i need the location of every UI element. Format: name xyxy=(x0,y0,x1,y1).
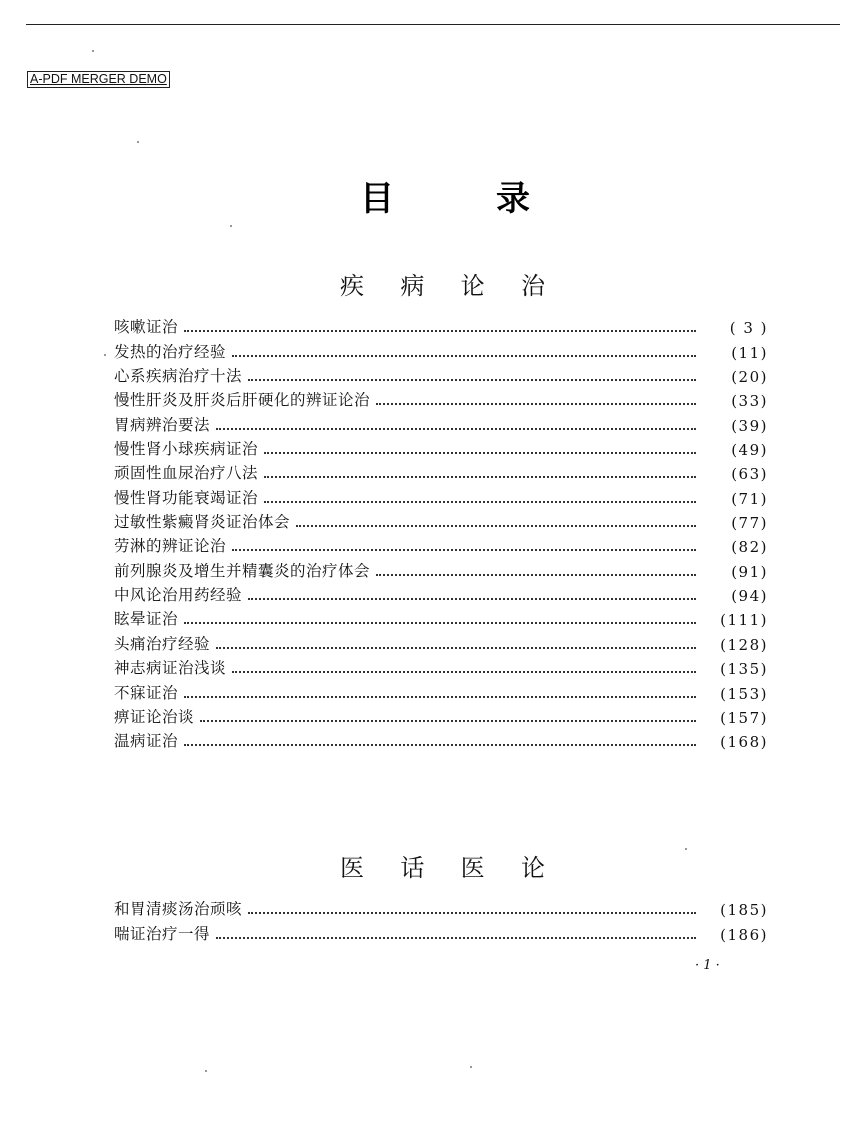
toc-entry[interactable] xyxy=(114,386,768,410)
scan-speck xyxy=(92,50,94,52)
toc-entry[interactable] xyxy=(114,654,768,678)
toc-entry-title: 慢性肝炎及肝炎后肝硬化的辨证论治 xyxy=(114,391,371,410)
section-heading-char: 论 xyxy=(460,271,485,300)
toc-entry-page: ( 3 ) xyxy=(729,319,768,338)
scan-speck xyxy=(137,141,139,143)
toc-entry[interactable] xyxy=(114,435,768,459)
toc-entry-page: (168) xyxy=(720,733,768,752)
dot-leader xyxy=(216,427,696,430)
dot-leader xyxy=(184,621,696,624)
toc-entry-title: 慢性肾功能衰竭证治 xyxy=(114,488,259,507)
toc-entry-title: 心系疾病治疗十法 xyxy=(114,367,243,386)
toc-entry-title: 前列腺炎及增生并精囊炎的治疗体会 xyxy=(114,561,371,580)
title-char: 录 xyxy=(496,178,530,219)
dot-leader xyxy=(232,670,696,673)
section-heading-char: 论 xyxy=(520,853,545,882)
section-heading-char: 病 xyxy=(400,271,425,300)
dot-leader xyxy=(232,548,696,551)
toc-entry-title: 中风论治用药经验 xyxy=(114,586,243,605)
toc-entry[interactable] xyxy=(114,532,768,556)
toc-entry-page: (135) xyxy=(720,660,768,679)
toc-entry[interactable] xyxy=(114,362,768,386)
top-rule xyxy=(26,24,840,25)
toc-entry-page: (20) xyxy=(731,368,768,387)
toc-entry-title: 和胃清痰汤治顽咳 xyxy=(114,900,243,919)
dot-leader xyxy=(296,524,696,527)
dot-leader xyxy=(264,451,696,454)
toc-entry-page: (111) xyxy=(720,611,768,630)
toc-entry[interactable] xyxy=(114,556,768,580)
toc-entry-page: (185) xyxy=(720,901,768,920)
scan-speck xyxy=(205,1070,207,1072)
scan-speck xyxy=(230,225,232,227)
toc-entry-page: (39) xyxy=(731,416,768,435)
toc-entry[interactable] xyxy=(114,337,768,361)
scan-speck xyxy=(685,848,687,850)
toc-entry[interactable] xyxy=(114,508,768,532)
toc-entry[interactable] xyxy=(114,919,768,943)
toc-entry-page: (94) xyxy=(731,587,768,606)
dot-leader xyxy=(184,743,696,746)
toc-entry[interactable] xyxy=(114,459,768,483)
dot-leader xyxy=(184,329,696,332)
toc-entry-page: (128) xyxy=(720,635,768,654)
toc-entry-title: 胃病辨治要法 xyxy=(114,415,211,434)
toc-entry[interactable] xyxy=(114,727,768,751)
toc-entry-page: (49) xyxy=(731,441,768,460)
title-char: 目 xyxy=(360,178,394,219)
section-heading-char: 医 xyxy=(460,853,485,882)
watermark: A-PDF MERGER DEMO xyxy=(27,71,170,88)
toc-entry-page: (71) xyxy=(731,489,768,508)
dot-leader xyxy=(248,597,696,600)
toc-entry-title: 神志病证治浅谈 xyxy=(114,659,227,678)
toc-entry-title: 头痛治疗经验 xyxy=(114,634,211,653)
toc-entry[interactable] xyxy=(114,605,768,629)
toc-entry-page: (77) xyxy=(731,514,768,533)
toc-entry-page: (63) xyxy=(731,465,768,484)
toc-entry-title: 眩晕证治 xyxy=(114,610,179,629)
toc-list-essays xyxy=(114,895,768,944)
dot-leader xyxy=(184,695,696,698)
toc-entry[interactable] xyxy=(114,678,768,702)
scan-speck xyxy=(470,1066,472,1068)
page-title xyxy=(360,170,530,220)
dot-leader xyxy=(376,402,696,405)
dot-leader xyxy=(264,500,696,503)
section-heading-diseases xyxy=(340,267,545,299)
dot-leader xyxy=(248,911,696,914)
dot-leader xyxy=(232,354,696,357)
toc-entry[interactable] xyxy=(114,629,768,653)
toc-entry[interactable] xyxy=(114,581,768,605)
toc-list-diseases xyxy=(114,313,768,751)
toc-entry[interactable] xyxy=(114,895,768,919)
toc-entry-title: 劳淋的辨证论治 xyxy=(114,537,227,556)
toc-entry-page: (82) xyxy=(731,538,768,557)
toc-entry-title: 痹证论治谈 xyxy=(114,707,195,726)
toc-entry-title: 顽固性血尿治疗八法 xyxy=(114,464,259,483)
toc-entry-title: 喘证治疗一得 xyxy=(114,924,211,943)
toc-entry[interactable] xyxy=(114,483,768,507)
toc-entry-page: (157) xyxy=(720,708,768,727)
dot-leader xyxy=(216,936,696,939)
section-heading-char: 疾 xyxy=(340,271,364,300)
dot-leader xyxy=(200,719,696,722)
toc-entry-page: (153) xyxy=(720,684,768,703)
dot-leader xyxy=(216,646,696,649)
toc-entry-title: 不寐证治 xyxy=(114,683,179,702)
toc-entry-page: (11) xyxy=(731,343,768,362)
section-heading-char: 治 xyxy=(520,271,545,300)
toc-entry[interactable] xyxy=(114,703,768,727)
toc-entry[interactable] xyxy=(114,410,768,434)
section-heading-essays xyxy=(340,849,545,881)
toc-entry-page: (186) xyxy=(720,925,768,944)
dot-leader xyxy=(264,475,696,478)
toc-entry-page: (91) xyxy=(731,562,768,581)
toc-entry-page: (33) xyxy=(731,392,768,411)
page-number: · 1 · xyxy=(695,958,720,973)
toc-entry-title: 慢性肾小球疾病证治 xyxy=(114,440,259,459)
dot-leader xyxy=(248,378,696,381)
toc-entry-title: 咳嗽证治 xyxy=(114,318,179,337)
toc-entry[interactable] xyxy=(114,313,768,337)
toc-entry-title: 过敏性紫癜肾炎证治体会 xyxy=(114,513,291,532)
toc-entry-title: 发热的治疗经验 xyxy=(114,342,227,361)
dot-leader xyxy=(376,573,696,576)
section-heading-char: 话 xyxy=(400,853,425,882)
scan-speck xyxy=(104,354,106,356)
toc-entry-title: 温病证治 xyxy=(114,732,179,751)
section-heading-char: 医 xyxy=(340,853,364,882)
